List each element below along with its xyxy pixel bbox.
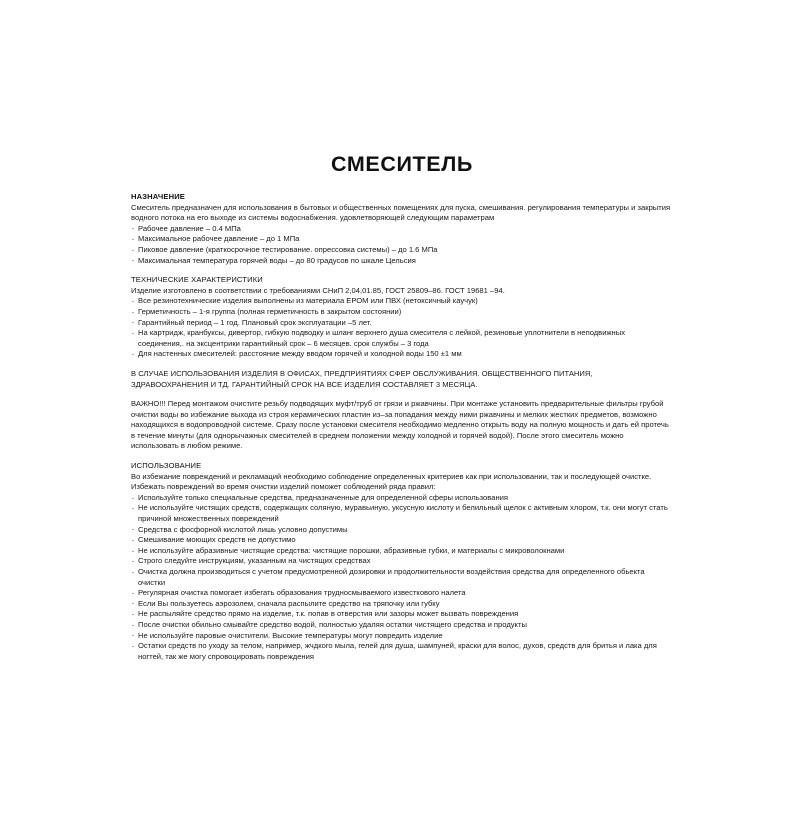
- list-item: · Регулярная очистка помогает избегать образования трудносмываемого известкового налета: [131, 588, 672, 599]
- document-body: [131, 192, 672, 662]
- list-item: · Для настенных смесителей: расстояние между вводом горячей и холодной воды 150 ±1 мм: [131, 349, 672, 360]
- list-item: · Не распыляйте средство прямо на изделие, т.к. попав в отверстия или зазоры может вызвать повреждения: [131, 609, 672, 620]
- list-item: · Все резинотехнические изделия выполнены из материала ЕРОМ или ПВХ (нетоксичный каучук): [131, 296, 672, 307]
- list-item: · Максимальная температура горячей воды – до 80 градусов по шкале Цельсия: [131, 256, 672, 267]
- list-item: · Не используйте чистящих средств, содержащих соляную, муравьиную, уксусную кислоту и белильный щелок с активным хлором, т.к. они могут стать причиной множественных повреждений: [131, 503, 672, 524]
- specifications-intro-paragraph: Изделие изготовлено в соответствии с требованиями СНиП 2,04,01.85, ГОСТ 25809–86. ГОСТ 19681 –94.: [131, 285, 505, 295]
- section-specifications: [131, 275, 672, 360]
- specifications-bullet-list: [131, 296, 672, 360]
- important-notice-paragraph: ВАЖНО!!! Перед монтажом очистите резьбу подводящих муфт/труб от грязи и ржавчины. При монтаже установить предварительные фильтры грубой очистки воды во избежание выхода из строя керамических пластин из–за попадания между ними ржавчины и мелких жестких предметов, возможно находящихся в водопроводной системе. Сразу после установки смесителя необходимо медленно открыть воду на полную мощность и дать ей протечь в течение минуты (для однорычажных смесителей в среднем положении между холодной и горячей водой). После этого смеситель можно использовать в любом режиме.: [131, 399, 669, 451]
- list-item: · Смешивание моющих средств не допустимо: [131, 535, 672, 546]
- list-item: · Используйте только специальные средства, предназначенные для определенной сферы использования: [131, 493, 672, 504]
- list-item: · Не используйте паровые очистители. Высокие температуры могут повредить изделие: [131, 631, 672, 642]
- list-item: · На картридж, кранбуксы, дивертор, гибкую подводку и шланг верхнего душа смесителя с лейкой, резиновые уплотнители в неподвижных соединения,. на эксцентрики гарантийный срок – 6 месяцев. срок службы – 3 года: [131, 328, 672, 349]
- list-item: · Герметичность – 1-я группа (полная герметичность в закрытом состоянии): [131, 307, 672, 318]
- list-item: · Не используйте абразивные чистящие средства: чистящие порошки, абразивные губки, и материалы с микроволокнами: [131, 546, 672, 557]
- list-item: · Пиковое давление (краткосрочное тестирование. опрессовка системы) – до 1.6 МПа: [131, 245, 672, 256]
- list-item: · Если Вы пользуетесь аэрозолем, сначала распылите средство на тряпочку или губку: [131, 599, 672, 610]
- usage-intro-paragraph: Во избежание повреждений и рекламаций необходимо соблюдение определенных критериев как при использовании, так и последующей очистке. Избежать повреждений во время очистки изделий поможет соблюдений ряда правил:: [131, 471, 652, 492]
- section-commercial-warranty: [131, 369, 672, 390]
- list-item: · Рабочее давление – 0.4 МПа: [131, 224, 672, 235]
- list-item: · После очистки обильно смывайте средство водой, полностью удаляя остатки чистящего средства и продукты: [131, 620, 672, 631]
- section-important-notice: [131, 399, 672, 452]
- section-usage: [131, 461, 672, 662]
- purpose-bullet-list: [131, 224, 672, 266]
- list-item: · Максимальное рабочее давление – до 1 МПа: [131, 234, 672, 245]
- commercial-warranty-paragraph: В СЛУЧАЕ ИСПОЛЬЗОВАНИЯ ИЗДЕЛИЯ В ОФИСАХ, ПРЕДПРИЯТИЯХ СФЕР ОБСЛУЖИВАНИЯ. ОБЩЕСТВЕННОГО ПИТАНИЯ, ЗДРАВООХРАНЕНИЯ И ТД. ГАРАНТИЙНЫЙ СРОК НА ВСЕ ИЗДЕЛИЯ СОСТАВЛЯЕТ 3 МЕСЯЦА.: [131, 368, 593, 389]
- list-item: · Средства с фосфорной кислотой лишь условно допустимы: [131, 525, 672, 536]
- list-item: · Остатки средств по уходу за телом, например, жчдкого мыла, гелей для душа, шампуней, краски для волос, духов, средств для бритья и лака для ногтей, так же могу спровоцировать повреждения: [131, 641, 672, 662]
- usage-bullet-list: [131, 493, 672, 663]
- list-item: · Строго следуйте инструкциям, указанным на чистящих средствах: [131, 556, 672, 567]
- section-heading-purpose: НАЗНАЧЕНИЕ: [131, 192, 186, 201]
- section-heading-usage: ИСПОЛЬЗОВАНИЕ: [131, 461, 202, 471]
- list-item: · Очистка должна производиться с учетом предусмотренной дозировки и продолжительности воздействия средства для определенного обьекта очистки: [131, 567, 672, 588]
- section-heading-specifications: ТЕХНИЧЕСКИЕ ХАРАКТЕРИСТИКИ: [131, 275, 263, 285]
- purpose-intro-paragraph: Смеситель предназначен для использования в бытовых и общественных помещениях для пуска, смешивания. регулирования температуры и закрытия водного потока на его выходе из системы водоснабжения. удовлетворяющей следующим параметрам: [131, 202, 671, 223]
- page-title: СМЕСИТЕЛЬ: [331, 152, 473, 176]
- list-item: · Гарантийный период – 1 год. Плановый срок эксплуатации –5 лет.: [131, 318, 672, 329]
- section-purpose: [131, 192, 672, 266]
